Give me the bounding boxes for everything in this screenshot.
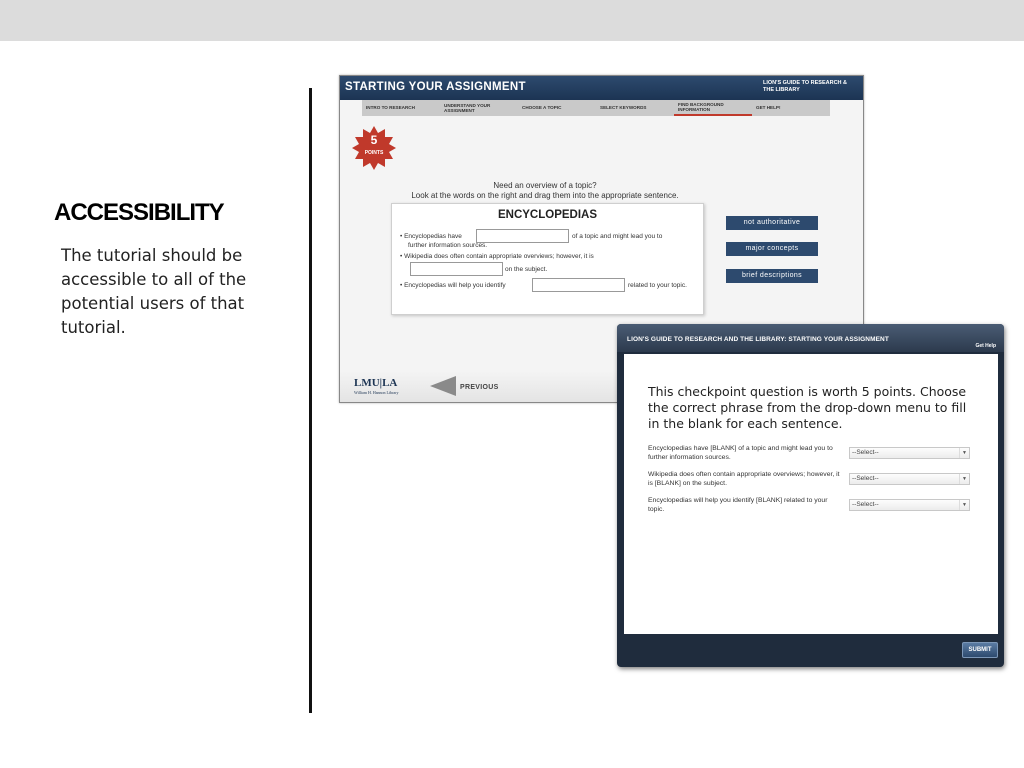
drag-option-brief-descriptions[interactable]: brief descriptions xyxy=(726,269,818,283)
previous-arrow-icon[interactable] xyxy=(430,376,456,396)
tutorial-header xyxy=(340,76,863,100)
tutorial-brand: LION'S GUIDE TO RESEARCH & THE LIBRARY xyxy=(763,80,848,93)
question-3-select-value: --Select-- xyxy=(852,501,879,508)
question-2-select[interactable] xyxy=(849,473,970,485)
nav-item-choose-topic[interactable]: CHOOSE A TOPIC xyxy=(522,105,562,111)
drop-blank-3[interactable] xyxy=(532,278,625,292)
slide-heading: ACCESSIBILITY xyxy=(54,199,224,226)
sentence-3-start: • Encyclopedias will help you identify xyxy=(400,282,506,289)
question-1-select[interactable] xyxy=(849,447,970,459)
points-number: 5 xyxy=(370,133,378,147)
nav-item-keywords[interactable]: SELECT KEYWORDS xyxy=(600,105,647,111)
chevron-down-icon: ▼ xyxy=(959,474,969,484)
sentence-2-text-b: on the subject. xyxy=(505,266,548,273)
slide-top-bar xyxy=(0,0,1024,41)
get-help-link[interactable]: Get Help xyxy=(975,343,996,349)
nav-item-get-help[interactable]: GET HELP! xyxy=(756,105,781,111)
sentence-2-start: • Wikipedia does often contain appropriate overviews; however, it is xyxy=(400,253,594,260)
chevron-down-icon: ▼ xyxy=(959,500,969,510)
tutorial-title: STARTING YOUR ASSIGNMENT xyxy=(345,81,526,93)
sentence-1-text-c: further information sources. xyxy=(408,242,488,249)
tutorial-nav xyxy=(362,100,830,116)
lmu-logo: LMU|LA xyxy=(354,377,398,389)
points-badge xyxy=(352,126,396,170)
question-2-select-value: --Select-- xyxy=(852,475,879,482)
slide-body-text: The tutorial should be accessible to all of the potential users of that tutorial. xyxy=(61,246,247,337)
nav-item-background[interactable]: FIND BACKGROUND INFORMATION xyxy=(674,100,752,116)
question-2-text: Wikipedia does often contain appropriate overviews; however, it is [BLANK] on the subject. xyxy=(648,471,840,487)
drop-blank-1[interactable] xyxy=(476,229,569,243)
chevron-down-icon: ▼ xyxy=(959,448,969,458)
drop-blank-2[interactable] xyxy=(410,262,503,276)
box-title: ENCYCLOPEDIAS xyxy=(497,209,598,221)
encyclopedias-box xyxy=(391,203,704,315)
checkpoint-intro: This checkpoint question is worth 5 points. Choose the correct phrase from the drop-down menu to fill in the blank for each sentence. xyxy=(648,384,967,431)
nav-item-understand[interactable]: UNDERSTAND YOUR ASSIGNMENT xyxy=(444,102,491,113)
question-3-text: Encyclopedias will help you identify [BLANK] related to your topic. xyxy=(648,497,828,513)
instruction-line-2: Look at the words on the right and drag them into the appropriate sentence. xyxy=(411,191,679,200)
sentence-1-text-b: of a topic and might lead you to xyxy=(572,233,663,240)
instruction-line-1: Need an overview of a topic? xyxy=(493,181,597,190)
question-3-select[interactable] xyxy=(849,499,970,511)
checkpoint-panel xyxy=(624,354,998,634)
submit-button[interactable]: SUBMIT xyxy=(962,642,998,658)
sentence-3-text-b: related to your topic. xyxy=(628,282,687,289)
points-label: POINTS xyxy=(364,150,384,156)
tutorial-screenshot-checkpoint xyxy=(617,324,1004,667)
nav-item-intro[interactable]: INTRO TO RESEARCH xyxy=(366,105,415,111)
question-1-select-value: --Select-- xyxy=(852,449,879,456)
drag-option-major-concepts[interactable]: major concepts xyxy=(726,242,818,256)
drag-option-not-authoritative[interactable]: not authoritative xyxy=(726,216,818,230)
sentence-1-text-a: Encyclopedias have xyxy=(404,233,462,240)
sentence-3-text-a: Encyclopedias will help you identify xyxy=(404,282,506,289)
previous-button[interactable]: PREVIOUS xyxy=(460,384,499,391)
sentence-1-start: • Encyclopedias have xyxy=(400,233,462,240)
checkpoint-header xyxy=(617,324,1004,352)
question-1-text: Encyclopedias have [BLANK] of a topic and might lead you to further information sources. xyxy=(648,445,833,461)
sentence-2-text-a: Wikipedia does often contain appropriate overviews; however, it is xyxy=(404,253,594,260)
lmu-logo-subtitle: William H. Hannon Library xyxy=(354,390,399,395)
checkpoint-title: LION'S GUIDE TO RESEARCH AND THE LIBRARY: STARTING YOUR ASSIGNMENT xyxy=(627,336,889,343)
vertical-divider xyxy=(309,88,312,713)
